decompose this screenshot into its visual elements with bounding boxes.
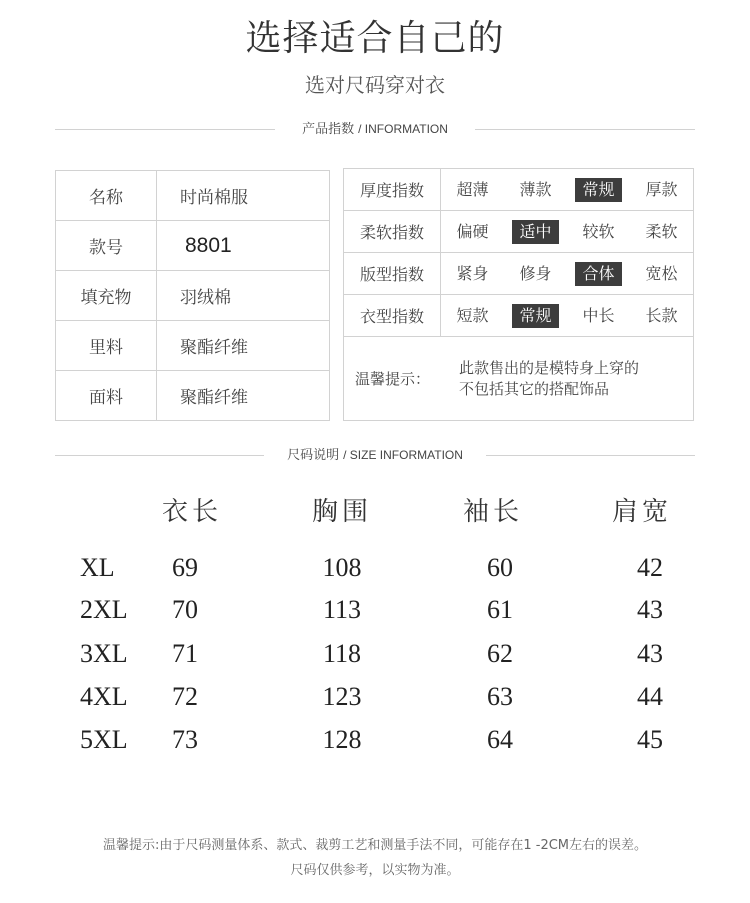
size-label: 3XL [80, 639, 128, 668]
index-option: 中长 [582, 305, 615, 325]
tip-text [441, 358, 639, 400]
index-option-cell [504, 211, 567, 252]
basic-info-row [56, 271, 329, 321]
size-value: 43 [637, 595, 663, 624]
index-row [344, 169, 693, 211]
index-option: 偏硬 [456, 221, 489, 241]
index-option-cell [441, 211, 504, 252]
size-value: 128 [322, 725, 362, 754]
index-option-cell [441, 295, 504, 336]
index-option: 常规 [575, 178, 621, 202]
index-row [344, 211, 693, 253]
index-option-cell [567, 211, 630, 252]
index-option: 紧身 [456, 263, 489, 283]
index-option: 超薄 [456, 179, 489, 199]
size-value: 42 [637, 553, 663, 582]
index-option-cell [630, 253, 693, 294]
index-option: 宽松 [645, 263, 678, 283]
index-option-cell [567, 253, 630, 294]
basic-info-value: 8801 [185, 233, 232, 257]
divider-line [55, 455, 264, 456]
divider-line [475, 129, 695, 130]
basic-info-value: 时尚棉服 [180, 188, 248, 208]
size-value: 61 [487, 595, 513, 624]
size-value: 64 [487, 725, 513, 754]
section-divider-product [55, 119, 695, 139]
size-value: 73 [172, 725, 198, 754]
size-label: 5XL [80, 725, 128, 754]
basic-info-value: 羽绒棉 [180, 288, 231, 308]
size-value: 118 [322, 639, 362, 668]
page-subtitle: 选对尺码穿对衣 [305, 73, 445, 97]
basic-info-row [56, 371, 329, 420]
tip-row [344, 337, 693, 420]
size-row [0, 595, 750, 625]
index-option-cell [504, 295, 567, 336]
size-value: 60 [487, 553, 513, 582]
index-option-cell [630, 169, 693, 210]
index-option: 合体 [575, 262, 621, 286]
size-value: 123 [322, 682, 362, 711]
index-option-cell [504, 169, 567, 210]
index-option: 长款 [645, 305, 678, 325]
size-value: 62 [487, 639, 513, 668]
section-divider-size [55, 445, 695, 465]
divider-line [55, 129, 275, 130]
basic-info-label: 款号 [56, 221, 157, 270]
size-header-sleeve: 袖长 [462, 497, 523, 527]
index-option: 短款 [456, 305, 489, 325]
size-row [0, 725, 750, 755]
size-header-shoulder: 肩宽 [611, 497, 672, 527]
basic-info-label: 名称 [56, 171, 157, 220]
index-option-cell [504, 253, 567, 294]
index-row [344, 295, 693, 337]
size-value: 44 [637, 682, 663, 711]
index-option-cell [567, 169, 630, 210]
size-row [0, 682, 750, 712]
divider-label-cn: 尺码说明 [287, 447, 340, 463]
size-value: 69 [172, 553, 198, 582]
divider-label [275, 119, 475, 140]
basic-info-value: 聚酯纤维 [180, 388, 248, 408]
index-option: 适中 [512, 220, 558, 244]
size-value: 72 [172, 682, 198, 711]
size-value: 43 [637, 639, 663, 668]
size-label: XL [80, 553, 115, 582]
size-value: 108 [322, 553, 362, 582]
index-row [344, 253, 693, 295]
index-option: 厚款 [645, 179, 678, 199]
index-option-cell [441, 253, 504, 294]
size-row [0, 553, 750, 583]
divider-label-en: / INFORMATION [358, 121, 448, 136]
size-label: 4XL [80, 682, 128, 711]
tip-text-line: 不包括其它的搭配饰品 [459, 379, 610, 398]
size-header-length: 衣长 [161, 497, 222, 527]
size-value: 45 [637, 725, 663, 754]
divider-line [486, 455, 695, 456]
divider-label-cn: 产品指数 [302, 121, 355, 137]
size-header-chest: 胸围 [311, 497, 372, 527]
index-option: 常规 [512, 304, 558, 328]
size-label: 2XL [80, 595, 128, 624]
basic-info-label: 面料 [56, 371, 157, 420]
basic-info-label: 里料 [56, 321, 157, 370]
basic-info-label: 填充物 [56, 271, 157, 320]
basic-info-row [56, 321, 329, 371]
size-value: 70 [172, 595, 198, 624]
index-option-cell [441, 169, 504, 210]
tip-label: 温馨提示： [354, 370, 430, 388]
index-option-cell [567, 295, 630, 336]
tip-text-line: 此款售出的是模特身上穿的 [459, 358, 640, 377]
index-label: 版型指数 [344, 253, 441, 294]
size-value: 63 [487, 682, 513, 711]
index-option: 修身 [519, 263, 552, 283]
size-value: 71 [172, 639, 198, 668]
footer-note-reference: 尺码仅供参考，以实物为准。 [290, 863, 460, 878]
index-table [343, 168, 694, 421]
index-option-cell [630, 295, 693, 336]
basic-info-value: 聚酯纤维 [180, 338, 248, 358]
page-title: 选择适合自己的 [245, 18, 505, 59]
index-label: 厚度指数 [344, 169, 441, 210]
basic-info-row [56, 221, 329, 271]
index-option: 薄款 [519, 179, 552, 199]
divider-label-en: / SIZE INFORMATION [343, 447, 463, 462]
index-option: 较软 [582, 221, 615, 241]
size-row [0, 639, 750, 669]
divider-label [264, 445, 486, 466]
index-label: 衣型指数 [344, 295, 441, 336]
size-value: 113 [322, 595, 362, 624]
index-option-cell [630, 211, 693, 252]
basic-info-row [56, 171, 329, 221]
footer-note: 温馨提示:由于尺码测量体系、款式、裁剪工艺和测量手法不同，可能存在1 -2CM左右的误差。 [102, 838, 648, 853]
index-label: 柔软指数 [344, 211, 441, 252]
index-option: 柔软 [645, 221, 678, 241]
basic-info-table [55, 170, 330, 421]
